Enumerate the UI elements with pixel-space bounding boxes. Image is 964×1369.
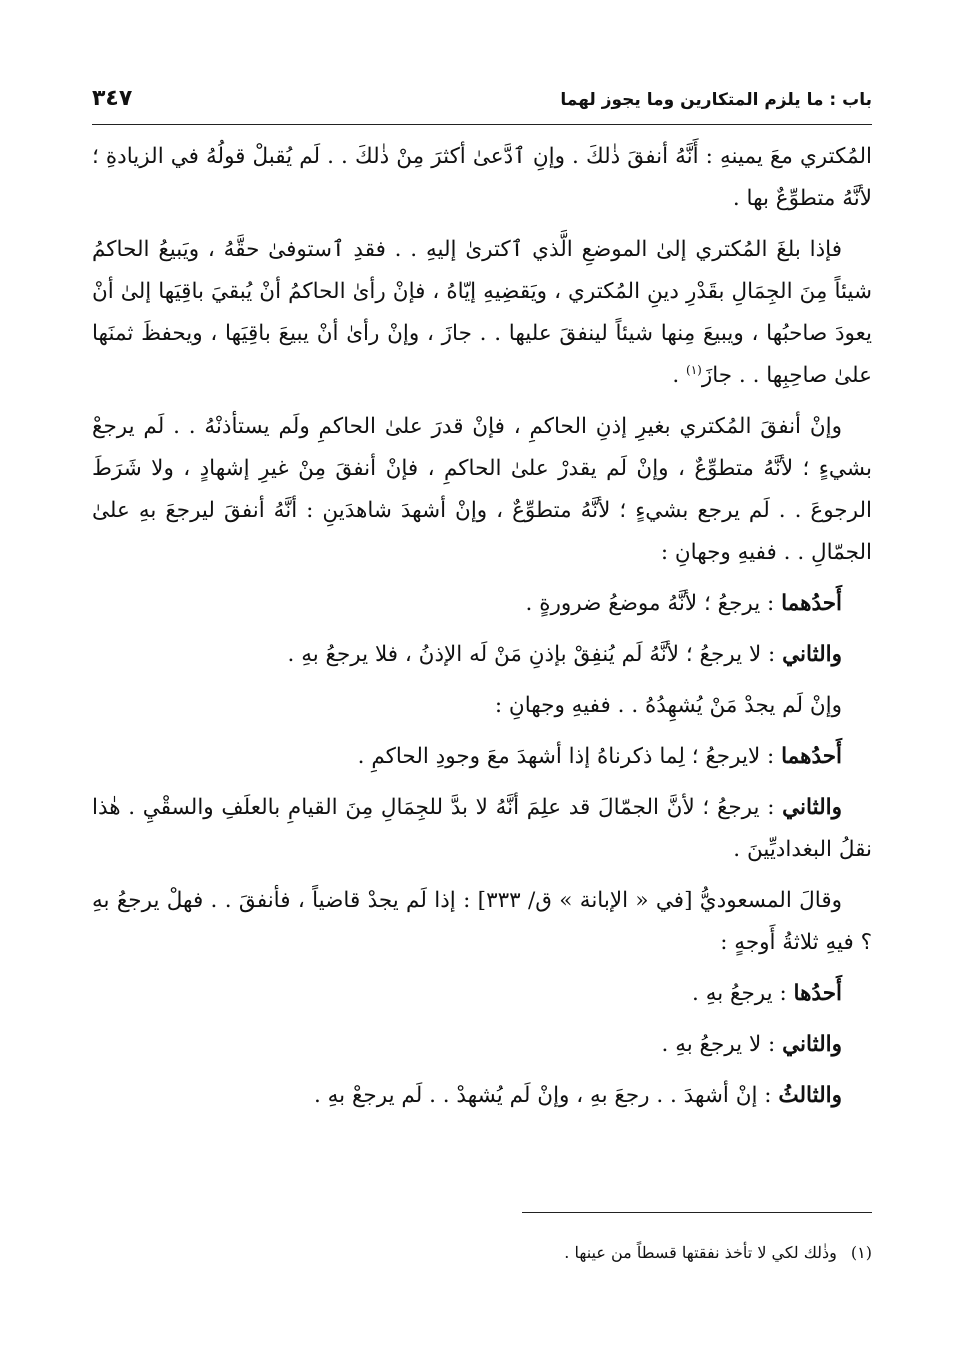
item-keyword: والثاني — [782, 795, 842, 820]
header-rule — [92, 124, 872, 125]
list-item — [92, 1024, 872, 1066]
footnote — [92, 1238, 872, 1268]
item-text: : يرجعُ بهِ . — [692, 981, 794, 1006]
paragraph — [92, 136, 872, 220]
list-item — [92, 1075, 872, 1117]
item-keyword: أَحدُها — [793, 981, 842, 1006]
paragraph-text: وإنْ أنفقَ المُكتري بغيرِ إذنِ الحاكمِ ، فإنْ قدرَ علىٰ الحاكمِ ولَم يستأذنْهُ . . لَم يرجعْ بشيءٍ ؛ لأنَّهُ متطوِّعٌ ، وإنْ لَم يقدرْ علىٰ الحاكمِ ، فإنْ أنفقَ مِنْ غيرِ إشهادٍ ، ولا شَرَطَ الرجوعَ . . لَم يرجع بشيءٍ ؛ لأنَّهُ متطوِّعٌ ، وإنْ أشهدَ شاهدَينِ : أنَّهُ أنفقَ ليرجعَ بهِ علىٰ الجمّالِ . . ففيهِ وجهانِ : — [92, 414, 872, 565]
paragraph-text: وقالَ المسعوديُّ [في « الإبانة » ق/ ٣٣٣] : إذا لَم يجدْ قاضياً ، فأنفقَ . . فهلْ يرجعُ بهِ ؟ فيهِ ثلاثةُ أَوجهٍ : — [92, 888, 872, 955]
paragraph-text: فإذا بلغَ المُكتري إلىٰ الموضعِ الَّذي ٱكترىٰ إليهِ . . فقدِ ٱستوفىٰ حقَّهُ ، ويَبيعُ الحاكمُ شيئاً مِنَ الجِمَالِ بقَدْرِ دينِ المُكتري ، ويَقضِيهِ إيّاهُ ، فإنْ رأىٰ الحاكمُ أنْ يُبقيَ باقِيَها إلىٰ أنْ يعودَ صاحبُها ، ويبيعَ مِنها شيئاً لينفقَ عليها . . جازَ ، وإنْ رأىٰ أنْ يبيعَ باقِيَها ، ويحفظَ ثمنَها علىٰ صاحِبِها . . جازَ — [92, 237, 872, 388]
paragraph-text: المُكتري معَ يمينهِ : أَنَّهُ أنفقَ ذٰلكَ . وإنِ ٱدَّعىٰ أكثرَ مِنْ ذٰلكَ . . لَم يُقبلْ قولُهُ في الزيادةِ ؛ لأنَّهُ متطوِّعٌ بها . — [92, 144, 872, 211]
list-item — [92, 685, 872, 727]
paragraph — [92, 880, 872, 964]
paragraph — [92, 406, 872, 574]
footnote-reference[interactable]: (١) — [686, 362, 702, 377]
item-text: : يرجعُ ؛ لأنَّهُ موضعُ ضرورةٍ . — [525, 591, 782, 616]
list-item — [92, 736, 872, 778]
item-keyword: والثاني — [782, 642, 842, 667]
paragraph-text: : يرجعُ ؛ لأنَّ الجمّالَ قد علِمَ أنَّهُ لا بدَّ للجِمَالِ مِنَ القيامِ بالعلَفِ والسقْيِ . هٰذا نقلُ البغداديِّينَ . — [92, 795, 872, 862]
footnote-rule — [522, 1212, 872, 1213]
item-text: : إنْ أشهدَ . . رجعَ بهِ ، وإنْ لَم يُشهدْ . . لَم يرجعْ بهِ . — [313, 1083, 779, 1108]
item-keyword: والثاني — [782, 1032, 842, 1057]
paragraph — [92, 229, 872, 397]
item-keyword: والثالثُ — [778, 1083, 842, 1108]
item-text: وإنْ لَم يجدْ مَنْ يُشهِدُهُ . . ففيهِ وجهانِ : — [494, 693, 842, 718]
list-item — [92, 973, 872, 1015]
item-text: : لا يرجعُ ؛ لأنَّهُ لَم يُنفِقْ بإذنِ مَنْ لَه الإذنُ ، فلا يرجعُ بهِ . — [287, 642, 783, 667]
list-item — [92, 634, 872, 676]
page-header — [92, 82, 872, 122]
page-number: ٣٤٧ — [92, 86, 133, 111]
footnote-text: وذٰلك لكي لا تأخذ نفقتها قسطاً من عينها . — [564, 1243, 837, 1262]
item-keyword: أَحدُهما — [781, 591, 842, 616]
item-text: : لا يرجعُ بهِ . — [661, 1032, 783, 1057]
footnote-number: (١) — [850, 1243, 872, 1262]
paragraph-text: . — [672, 363, 687, 388]
item-text: : لايرجعُ ؛ لِما ذكرناهُ إذا أشهدَ معَ وجودِ الحاكمِ . — [357, 744, 782, 769]
paragraph — [92, 787, 872, 871]
main-text — [92, 136, 872, 1126]
item-keyword: أَحدُهما — [781, 744, 842, 769]
list-item — [92, 583, 872, 625]
running-title: باب : ما يلزم المتكارين وما يجوز لهما — [560, 90, 872, 110]
